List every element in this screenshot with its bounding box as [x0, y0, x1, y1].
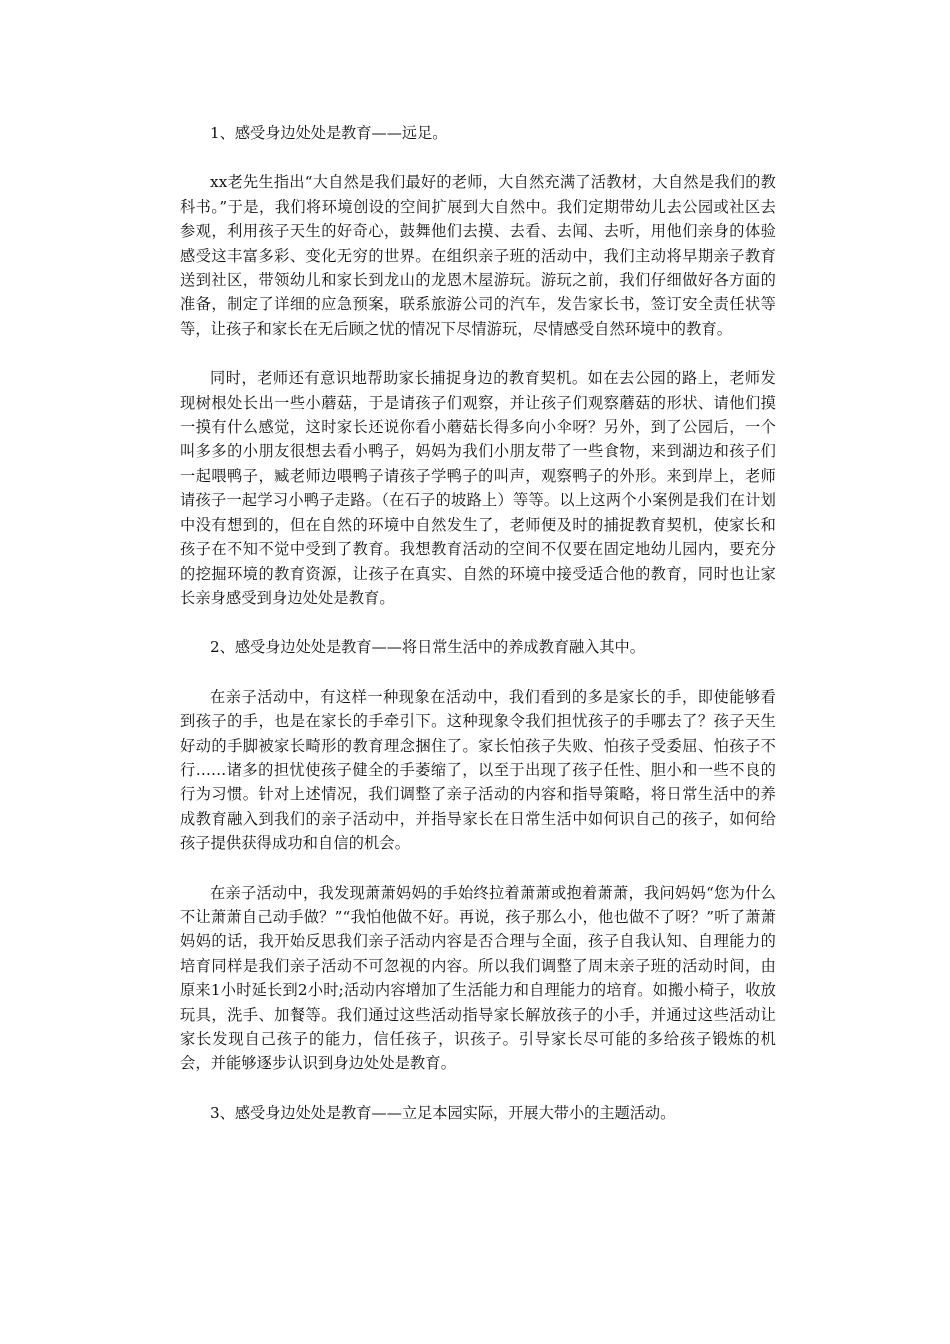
- section-heading-3: 3、感受身边处处是教育——立足本园实际，开展大带小的主题活动。: [210, 1103, 676, 1122]
- paragraph-gap: [180, 610, 776, 635]
- paragraph-nature-teacher: xx老先生指出“大自然是我们最好的老师，大自然充满了活教材，大自然是我们的教科书。”于是，我们将环境创设的空间扩展到大自然中。我们定期带幼儿去公园或社区去参观，利用孩子天生的好奇心，鼓舞他们去摸、去看、去闻、去听，用他们亲身的体验感受这丰富多彩、变化无穷的世界。在组织亲子班的活动中，我们主动将早期亲子教育送到社区，带领幼儿和家长到龙山的龙恩木屋游玩。游玩之前，我们仔细做好各方面的准备，制定了详细的应急预案，联系旅游公司的汽车，发告家长书，签订安全责任状等等，让孩子和家长在无后顾之忧的情况下尽情游玩，尽情感受自然环境中的教育。: [180, 173, 776, 338]
- paragraph-parents-hands: 在亲子活动中，有这样一种现象在活动中，我们看到的多是家长的手，即使能够看到孩子的手，也是在家长的手牵引下。这种现象令我们担忧孩子的手哪去了？孩子天生好动的手脚被家长畸形的教育理念捆住了。家长怕孩子失败、怕孩子受委屈、怕孩子不行……诸多的担忧使孩子健全的手萎缩了，以至于出现了孩子任性、胆小和一些不良的行为习惯。针对上述情况，我们调整了亲子活动的内容和指导策略，将日常生活中的养成教育融入到我们的亲子活动中，并指导家长在日常生活中如何识自己的孩子，如何给孩子提供获得成功和自信的机会。: [180, 687, 776, 853]
- paragraph-gap: [180, 1076, 776, 1101]
- paragraph-gap: [180, 660, 776, 685]
- paragraph-gap: [180, 341, 776, 366]
- document-page: [180, 121, 776, 1125]
- section-heading-2: 2、感受身边处处是教育——将日常生活中的养成教育融入其中。: [210, 638, 645, 657]
- section-heading-1: 1、感受身边处处是教育——远足。: [210, 124, 448, 142]
- paragraph-gap: [180, 145, 776, 170]
- paragraph-xiaoxiao-case: 在亲子活动中，我发现萧萧妈妈的手始终拉着萧萧或抱着萧萧，我问妈妈“您为什么不让萧萧自己动手做？”“我怕他做不好。再说，孩子那么小，他也做不了呀？”听了萧萧妈妈的话，我开始反思我们亲子活动内容是否合理与全面，孩子自我认知、自理能力的培育同样是我们亲子活动不可忽视的内容。所以我们调整了周末亲子班的活动时间，由原来1小时延长到2小时;活动内容增加了生活能力和自理能力的培育。如搬小椅子，收放玩具，洗手、加餐等。我们通过这些活动指导家长解放孩子的小手，并通过这些活动让家长发现自己孩子的能力，信任孩子，识孩子。引导家长尽可能的多给孩子锻炼的机会，并能够逐步认识到身边处处是教育。: [180, 883, 776, 1073]
- paragraph-education-opportunity: 同时，老师还有意识地帮助家长捕捉身边的教育契机。如在去公园的路上，老师发现树根处长出一些小蘑菇，于是请孩子们观察，并让孩子们观察蘑菇的形状、请他们摸一摸有什么感觉，这时家长还说你看小蘑菇长得多向小伞呀？另外，到了公园后，一个叫多多的小朋友很想去看小鸭子，妈妈为我们小朋友带了一些食物，来到湖边和孩子们一起喂鸭子，臧老师边喂鸭子请孩子学鸭子的叫声，观察鸭子的外形。来到岸上，老师请孩子一起学习小鸭子走路。（在石子的坡路上）等等。以上这两个小案例是我们在计划中没有想到的，但在自然的环境中自然发生了，老师便及时的捕捉教育契机，使家长和孩子在不知不觉中受到了教育。我想教育活动的空间不仅要在固定地幼儿园内，要充分的挖掘环境的教育资源，让孩子在真实、自然的环境中接受适合他的教育，同时也让家长亲身感受到身边处处是教育。: [180, 369, 776, 607]
- paragraph-gap: [180, 856, 776, 881]
